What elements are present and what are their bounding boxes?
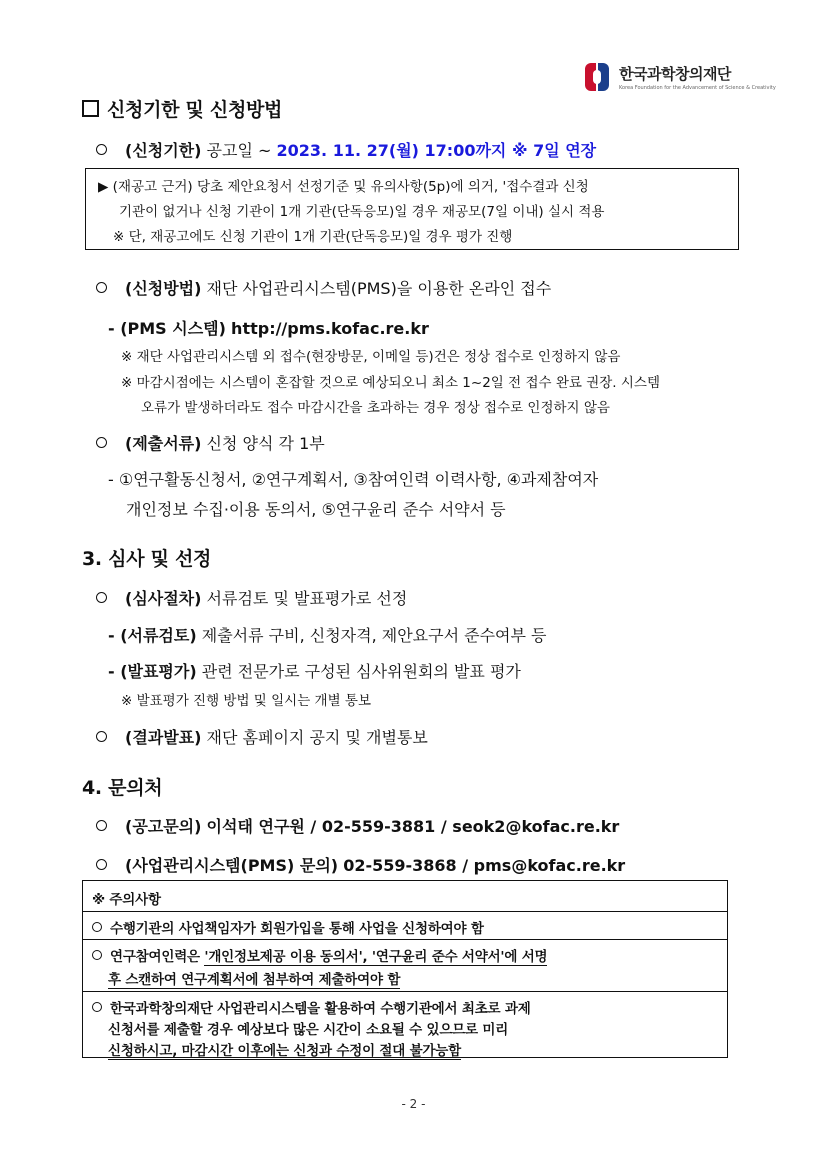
docs-line: (제출서류) 신청 양식 각 1부 <box>96 431 325 454</box>
caution-item-3b: 신청서를 제출할 경우 예상보다 많은 시간이 소요될 수 있으므로 미리 <box>108 1022 509 1038</box>
circle-bullet-icon <box>92 1002 102 1012</box>
pms-note-2: ※ 마감시점에는 시스템이 혼잡할 것으로 예상되오니 최소 1~2일 전 접수 완료 권장. 시스템 <box>121 375 660 391</box>
pres-note: ※ 발표평가 진행 방법 및 일시는 개별 통보 <box>121 693 372 709</box>
section-heading-review: 3. 심사 및 선정 <box>82 548 212 570</box>
pms-url-link[interactable]: http://pms.kofac.re.kr <box>231 319 429 338</box>
logo <box>583 60 776 94</box>
circle-bullet-icon <box>96 282 107 293</box>
caution-item-2a: 연구참여인력은 '개인정보제공 이용 동의서', '연구윤리 준수 서약서'에 서명 <box>92 945 547 965</box>
caution-item-1: 수행기관의 사업책임자가 회원가입을 통해 사업을 신청하여야 함 <box>92 917 484 937</box>
caution-box <box>82 880 728 1058</box>
circle-bullet-icon <box>96 592 107 603</box>
logo-name: 한국과학창의재단 <box>619 65 731 83</box>
pms-line: - (PMS 시스템) http://pms.kofac.re.kr <box>108 319 429 338</box>
caution-item-2c: 후 스캔하여 연구계획서에 첨부하여 제출하여야 함 <box>108 972 401 988</box>
deadline-value: 2023. 11. 27(월) 17:00까지 ※ 7일 연장 <box>276 141 597 160</box>
caution-title: ※ 주의사항 <box>92 892 161 908</box>
pres-review-line: - (발표평가) 관련 전문가로 구성된 심사위원회의 발표 평가 <box>108 662 521 681</box>
doc-review-line: - (서류검토) 제출서류 구비, 신청자격, 제안요구서 준수여부 등 <box>108 626 547 645</box>
method-line: (신청방법) 재단 사업관리시스템(PMS)을 이용한 온라인 접수 <box>96 276 551 299</box>
circle-bullet-icon <box>96 859 107 870</box>
contact-notice-line: (공고문의) 이석태 연구원 / 02-559-3881 / seok2@kofac.re.kr <box>96 814 619 837</box>
docs-list-1: - ①연구활동신청서, ②연구계획서, ③참여인력 이력사항, ④과제참여자 <box>108 470 599 489</box>
circle-bullet-icon <box>96 437 107 448</box>
contact-pms-line: (사업관리시스템(PMS) 문의) 02-559-3868 / pms@kofac.re.kr <box>96 853 625 876</box>
docs-list-2: 개인정보 수집·이용 동의서, ⑤연구윤리 준수 서약서 등 <box>126 500 506 519</box>
caution-item-3c: 신청하시고, 마감시간 이후에는 신청과 수정이 절대 불가능함 <box>108 1043 461 1059</box>
review-proc-line: (심사절차) 서류검토 및 발표평가로 선정 <box>96 586 407 609</box>
checkbox-square-icon <box>82 100 99 117</box>
circle-bullet-icon <box>92 950 102 960</box>
reannouncement-note-box: ▶ (재공고 근거) 당초 제안요청서 선정기준 및 유의사항(5p)에 의거, '접수결과 신청 기관이 없거나 신청 기관이 1개 기관(단독응모)일 경우 재공모(7일 이내) 실시 적용 ※ 단, 재공고에도 신청 기관이 1개 기관(단독응모)일 경우 평가 진행 <box>85 168 739 250</box>
result-line: (결과발표) 재단 홈페이지 공지 및 개별통보 <box>96 725 428 748</box>
section-heading-contact: 4. 문의처 <box>82 777 163 799</box>
page-number: - 2 - <box>401 1097 426 1111</box>
deadline-line: (신청기한) 공고일 ~ 2023. 11. 27(월) 17:00까지 ※ 7일 연장 <box>96 138 596 161</box>
section-heading-deadline: 신청기한 및 신청방법 <box>82 95 282 122</box>
pms-note-1: ※ 재단 사업관리시스템 외 접수(현장방문, 이메일 등)건은 정상 접수로 인정하지 않음 <box>121 349 621 365</box>
circle-bullet-icon <box>96 820 107 831</box>
kofac-logo-icon <box>583 60 613 94</box>
pms-note-3: 오류가 발생하더라도 접수 마감시간을 초과하는 경우 정상 접수로 인정하지 않음 <box>141 400 610 416</box>
circle-bullet-icon <box>96 144 107 155</box>
caution-item-3a: 한국과학창의재단 사업관리시스템을 활용하여 수행기관에서 최초로 과제 <box>92 997 531 1017</box>
circle-bullet-icon <box>96 731 107 742</box>
circle-bullet-icon <box>92 922 102 932</box>
logo-subtitle: Korea Foundation for the Advancement of Science & Creativity <box>619 85 776 91</box>
